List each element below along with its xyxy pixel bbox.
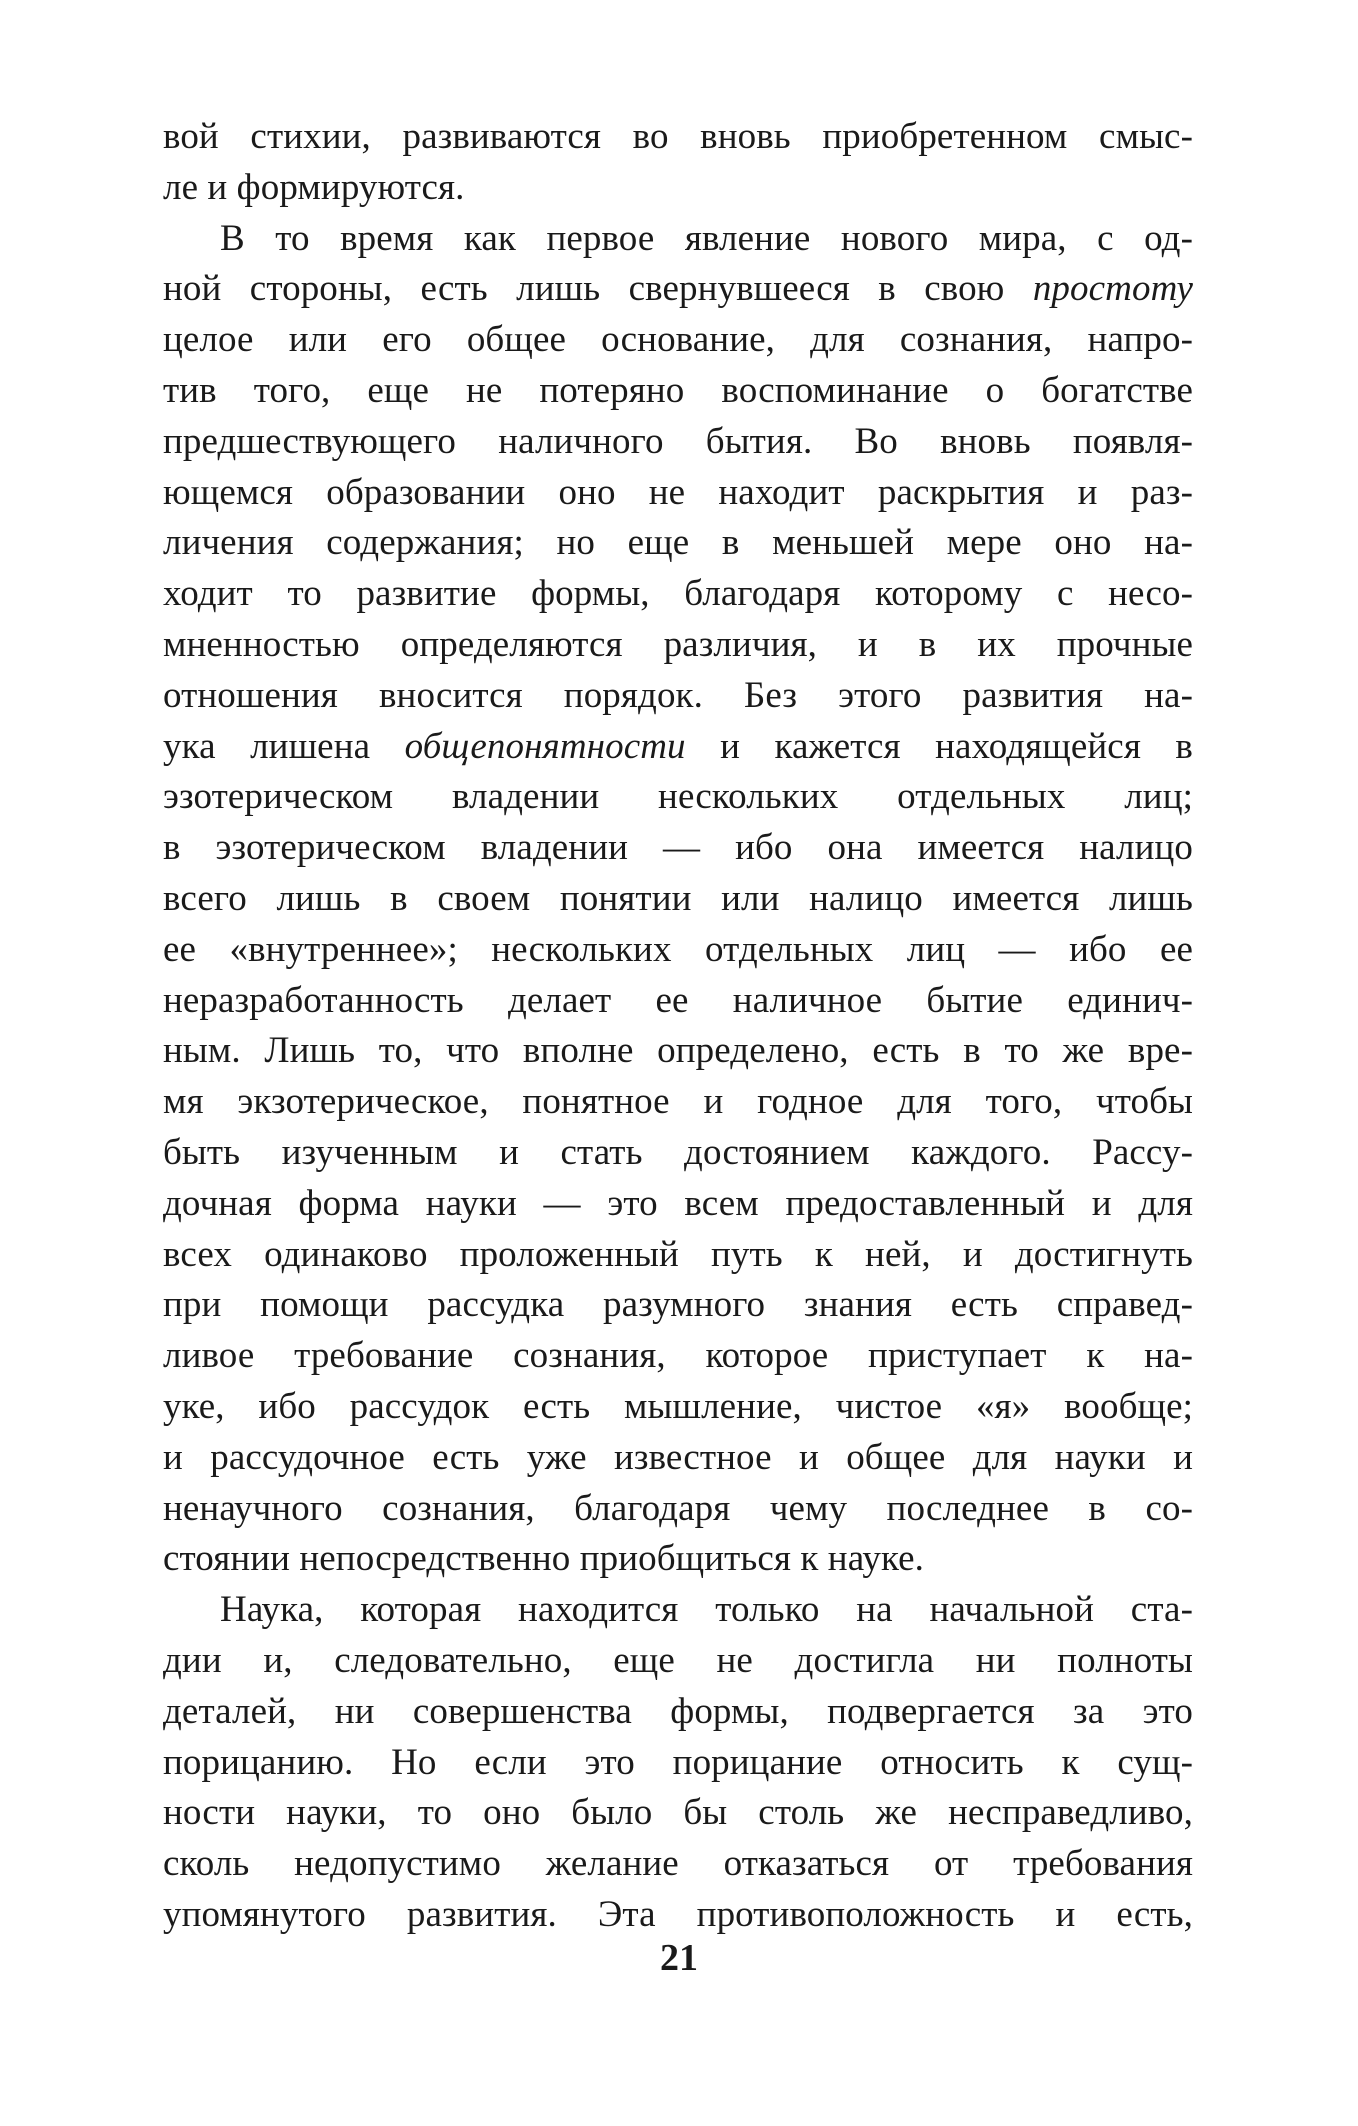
text-segment: уке, ибо рассудок есть мышление, чистое «я» вообще; bbox=[163, 1385, 1193, 1427]
text-line bbox=[163, 214, 1193, 265]
text-line bbox=[163, 1382, 1193, 1433]
text-segment: ющемся образовании оно не находит раскрытия и раз- bbox=[163, 471, 1193, 513]
page-number: 21 bbox=[660, 1937, 698, 1979]
text-line bbox=[163, 1026, 1193, 1077]
text-segment: ной стороны, есть лишь свернувшееся в свою bbox=[163, 268, 1033, 310]
text-segment: мненностью определяются различия, и в их прочные bbox=[163, 623, 1193, 665]
text-segment: деталей, ни совершенства формы, подвергается за это bbox=[163, 1690, 1193, 1732]
text-segment: стоянии непосредственно приобщиться к науке. bbox=[163, 1538, 924, 1580]
text-line bbox=[163, 1839, 1193, 1890]
text-line bbox=[163, 1179, 1193, 1230]
text-line bbox=[163, 1738, 1193, 1789]
text-segment: ности науки, то оно было бы столь же несправедливо, bbox=[163, 1792, 1193, 1834]
text-line bbox=[163, 671, 1193, 722]
text-segment: ле и формируются. bbox=[163, 166, 465, 208]
text-line bbox=[163, 1484, 1193, 1535]
text-segment: личения содержания; но еще в меньшей мере оно на- bbox=[163, 522, 1193, 564]
text-segment: вой стихии, развиваются во вновь приобретенном смыс- bbox=[163, 116, 1193, 157]
text-segment: ным. Лишь то, что вполне определено, есть в то же вре- bbox=[163, 1030, 1193, 1072]
text-line bbox=[163, 976, 1193, 1027]
text-segment: Наука, которая находится только на начальной ста- bbox=[220, 1589, 1193, 1631]
text-line bbox=[163, 1230, 1193, 1281]
text-line bbox=[163, 772, 1193, 823]
text-segment: ее «внутреннее»; нескольких отдельных лиц — ибо ее bbox=[163, 928, 1193, 970]
text-line bbox=[163, 518, 1193, 569]
text-segment: порицанию. Но если это порицание относить к сущ- bbox=[163, 1741, 1193, 1783]
text-segment: тив того, еще не потеряно воспоминание о богатстве bbox=[163, 369, 1193, 411]
text-segment: неразработанность делает ее наличное бытие единич- bbox=[163, 979, 1193, 1021]
text-segment: всего лишь в своем понятии или налицо имеется лишь bbox=[163, 877, 1193, 919]
text-segment: отношения вносится порядок. Без этого развития на- bbox=[163, 674, 1193, 716]
text-line bbox=[163, 264, 1193, 315]
italic-text: общепонятности bbox=[404, 725, 686, 767]
text-segment: ука лишена bbox=[163, 725, 405, 767]
italic-text: простоту bbox=[1032, 268, 1193, 310]
text-segment: быть изученным и стать достоянием каждого. Рассу- bbox=[163, 1131, 1193, 1173]
text-line bbox=[163, 925, 1193, 976]
text-segment: и рассудочное есть уже известное и общее для науки и bbox=[163, 1436, 1193, 1478]
text-segment: эзотерическом владении нескольких отдельных лиц; bbox=[163, 776, 1193, 818]
text-line bbox=[163, 1433, 1193, 1484]
text-segment: ходит то развитие формы, благодаря которому с несо- bbox=[163, 573, 1193, 615]
text-segment: целое или его общее основание, для сознания, напро- bbox=[163, 319, 1193, 361]
text-segment: мя экзотерическое, понятное и годное для того, чтобы bbox=[163, 1081, 1193, 1123]
text-line bbox=[163, 417, 1193, 468]
text-line bbox=[163, 1890, 1193, 1941]
text-segment: В то время как первое явление нового мира, с од- bbox=[220, 217, 1193, 259]
text-segment: в эзотерическом владении — ибо она имеется налицо bbox=[163, 827, 1193, 869]
text-line bbox=[163, 366, 1193, 417]
text-segment: дочная форма науки — это всем предоставленный и для bbox=[163, 1182, 1193, 1224]
text-line bbox=[163, 112, 1193, 163]
text-segment: ненаучного сознания, благодаря чему последнее в со- bbox=[163, 1487, 1193, 1529]
text-line bbox=[163, 722, 1193, 773]
text-line bbox=[163, 874, 1193, 925]
text-line bbox=[163, 1280, 1193, 1331]
text-line bbox=[163, 823, 1193, 874]
text-line bbox=[163, 1636, 1193, 1687]
text-line bbox=[163, 1534, 1193, 1585]
body-text bbox=[163, 112, 1193, 1941]
text-line bbox=[163, 468, 1193, 519]
text-segment: всех одинаково проложенный путь к ней, и достигнуть bbox=[163, 1233, 1193, 1275]
text-line bbox=[163, 1331, 1193, 1382]
text-segment: предшествующего наличного бытия. Во вновь появля- bbox=[163, 420, 1193, 462]
text-segment: ливое требование сознания, которое приступает к на- bbox=[163, 1335, 1193, 1377]
text-segment: дии и, следовательно, еще не достигла ни полноты bbox=[163, 1639, 1193, 1681]
text-line bbox=[163, 1585, 1193, 1636]
text-line bbox=[163, 1077, 1193, 1128]
text-line bbox=[163, 1128, 1193, 1179]
text-line bbox=[163, 315, 1193, 366]
text-segment: упомянутого развития. Эта противоположность и есть, bbox=[163, 1893, 1193, 1935]
text-segment: сколь недопустимо желание отказаться от требования bbox=[163, 1843, 1193, 1885]
text-line bbox=[163, 163, 1193, 214]
text-line bbox=[163, 1788, 1193, 1839]
text-line bbox=[163, 620, 1193, 671]
text-segment: и кажется находящейся в bbox=[685, 725, 1193, 767]
text-line bbox=[163, 1687, 1193, 1738]
text-segment: при помощи рассудка разумного знания есть справед- bbox=[163, 1284, 1193, 1326]
text-line bbox=[163, 569, 1193, 620]
